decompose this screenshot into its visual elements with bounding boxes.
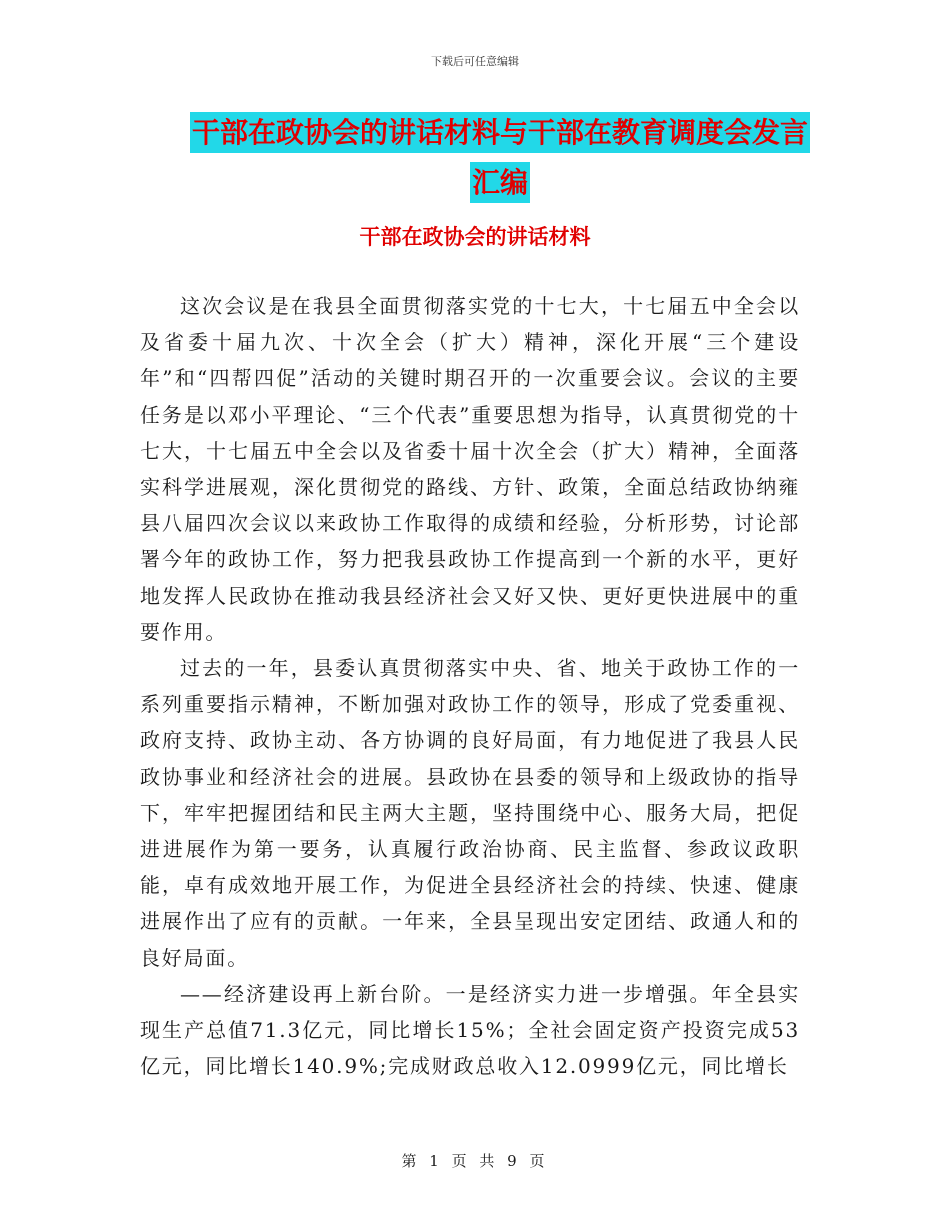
paragraph: ——经济建设再上新台阶。一是经济实力进一步增强。年全县实现生产总值71.3亿元，同比增长15%；全社会固定资产投资完成53亿元，同比增长140.9%;完成财政总收入12.0999亿元，同比增长 (140, 981, 800, 1079)
section-title: 干部在政协会的讲话材料 (359, 225, 591, 249)
document-title-highlight: 干部在政协会的讲话材料与干部在教育调度会发言汇编 (190, 112, 810, 203)
document-body (140, 288, 800, 1084)
page-number-footer: 第 1 页 共 9 页 (401, 1152, 549, 1170)
paragraph: 过去的一年，县委认真贯彻落实中央、省、地关于政协工作的一系列重要指示精神，不断加强对政协工作的领导，形成了党委重视、政府支持、政协主动、各方协调的良好局面，有力地促进了我县人民政协事业和经济社会的进展。县政协在县委的领导和上级政协的指导下，牢牢把握团结和民主两大主题，坚持围绕中心、服务大局，把促进进展作为第一要务，认真履行政治协商、民主监督、参政议政职能，卓有成效地开展工作，为促进全县经济社会的持续、快速、健康进展作出了应有的贡献。一年来，全县呈现出安定团结、政通人和的良好局面。 (140, 656, 800, 970)
paragraph: 这次会议是在我县全面贯彻落实党的十七大，十七届五中全会以及省委十届九次、十次全会（扩大）精神，深化开展“三个建设年”和“四帮四促”活动的关键时期召开的一次重要会议。会议的主要任务是以邓小平理论、“三个代表”重要思想为指导，认真贯彻党的十七大，十七届五中全会以及省委十届十次全会（扩大）精神，全面落实科学进展观，深化贯彻党的路线、方针、政策，全面总结政协纳雍县八届四次会议以来政协工作取得的成绩和经验，分析形势，讨论部署今年的政协工作，努力把我县政协工作提高到一个新的水平，更好地发挥人民政协在推动我县经济社会又好又快、更好更快进展中的重要作用。 (140, 294, 800, 644)
page-header: 下载后可任意编辑 (431, 55, 519, 68)
document-title (180, 108, 820, 208)
